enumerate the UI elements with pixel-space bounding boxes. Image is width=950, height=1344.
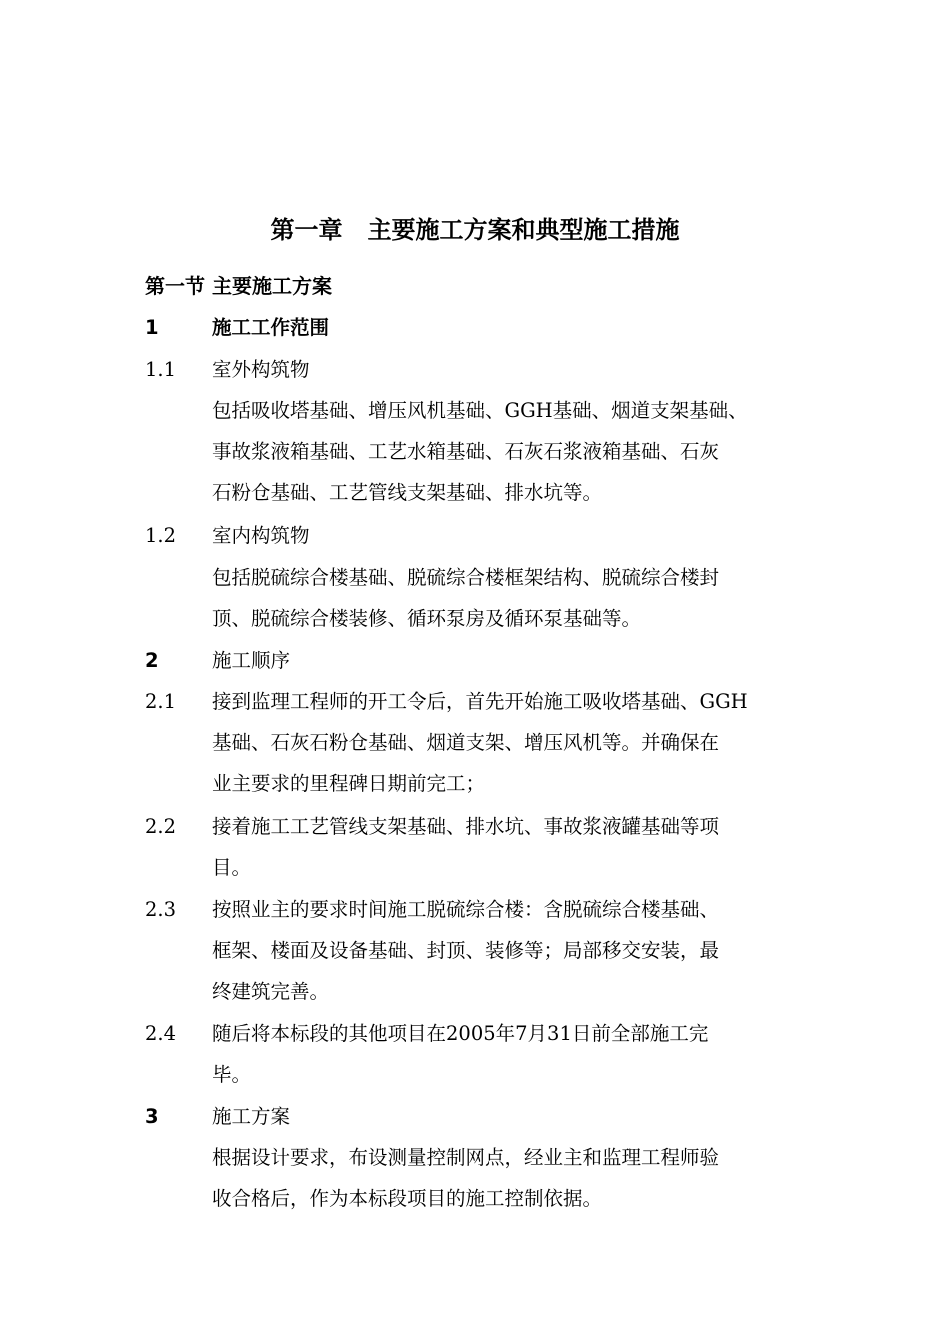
- item-line: 接到监理工程师的开工令后，首先开始施工吸收塔基础、GGH: [212, 690, 748, 713]
- item-line: 目。: [212, 856, 252, 879]
- item-line: 按照业主的要求时间施工脱硫综合楼：含脱硫综合楼基础、: [212, 898, 720, 921]
- item-line: 业主要求的里程碑日期前完工；: [212, 772, 486, 795]
- chapter-title: 第一章 主要施工方案和典型施工措施: [270, 216, 680, 244]
- item-number: 2.1: [145, 690, 177, 713]
- item-line: 基础、石灰石粉仓基础、烟道支架、增压风机等。并确保在: [212, 731, 720, 754]
- item-number: 2.3: [145, 898, 177, 921]
- heading-text: 施工工作范围: [212, 316, 330, 339]
- item-line: 框架、楼面及设备基础、封顶、装修等；局部移交安装，最: [212, 939, 720, 962]
- subheading-text: 室外构筑物: [212, 358, 310, 381]
- item-line: 接着施工工艺管线支架基础、排水坑、事故浆液罐基础等项: [212, 815, 720, 838]
- paragraph-line: 包括脱硫综合楼基础、脱硫综合楼框架结构、脱硫综合楼封: [212, 566, 720, 589]
- paragraph-line: 事故浆液箱基础、工艺水箱基础、石灰石浆液箱基础、石灰: [212, 440, 720, 463]
- item-line: 终建筑完善。: [212, 980, 330, 1003]
- heading-number: 3: [145, 1105, 159, 1128]
- item-line: 毕。: [212, 1063, 252, 1086]
- paragraph-line: 根据设计要求，布设测量控制网点，经业主和监理工程师验: [212, 1146, 720, 1169]
- item-number: 2.4: [145, 1022, 177, 1045]
- item-number: 2.2: [145, 815, 177, 838]
- paragraph-line: 包括吸收塔基础、增压风机基础、GGH基础、烟道支架基础、: [212, 399, 748, 422]
- paragraph-line: 顶、脱硫综合楼装修、循环泵房及循环泵基础等。: [212, 607, 642, 630]
- section-title: 第一节 主要施工方案: [145, 274, 332, 298]
- subheading-number: 1.2: [145, 524, 177, 547]
- heading-text: 施工方案: [212, 1105, 291, 1128]
- heading-number: 2: [145, 649, 159, 672]
- subheading-text: 室内构筑物: [212, 524, 310, 547]
- heading-text: 施工顺序: [212, 649, 291, 672]
- heading-number: 1: [145, 316, 159, 339]
- subheading-number: 1.1: [145, 358, 177, 381]
- item-line: 随后将本标段的其他项目在2005年7月31日前全部施工完: [212, 1022, 709, 1045]
- paragraph-line: 收合格后，作为本标段项目的施工控制依据。: [212, 1187, 603, 1210]
- paragraph-line: 石粉仓基础、工艺管线支架基础、排水坑等。: [212, 481, 603, 504]
